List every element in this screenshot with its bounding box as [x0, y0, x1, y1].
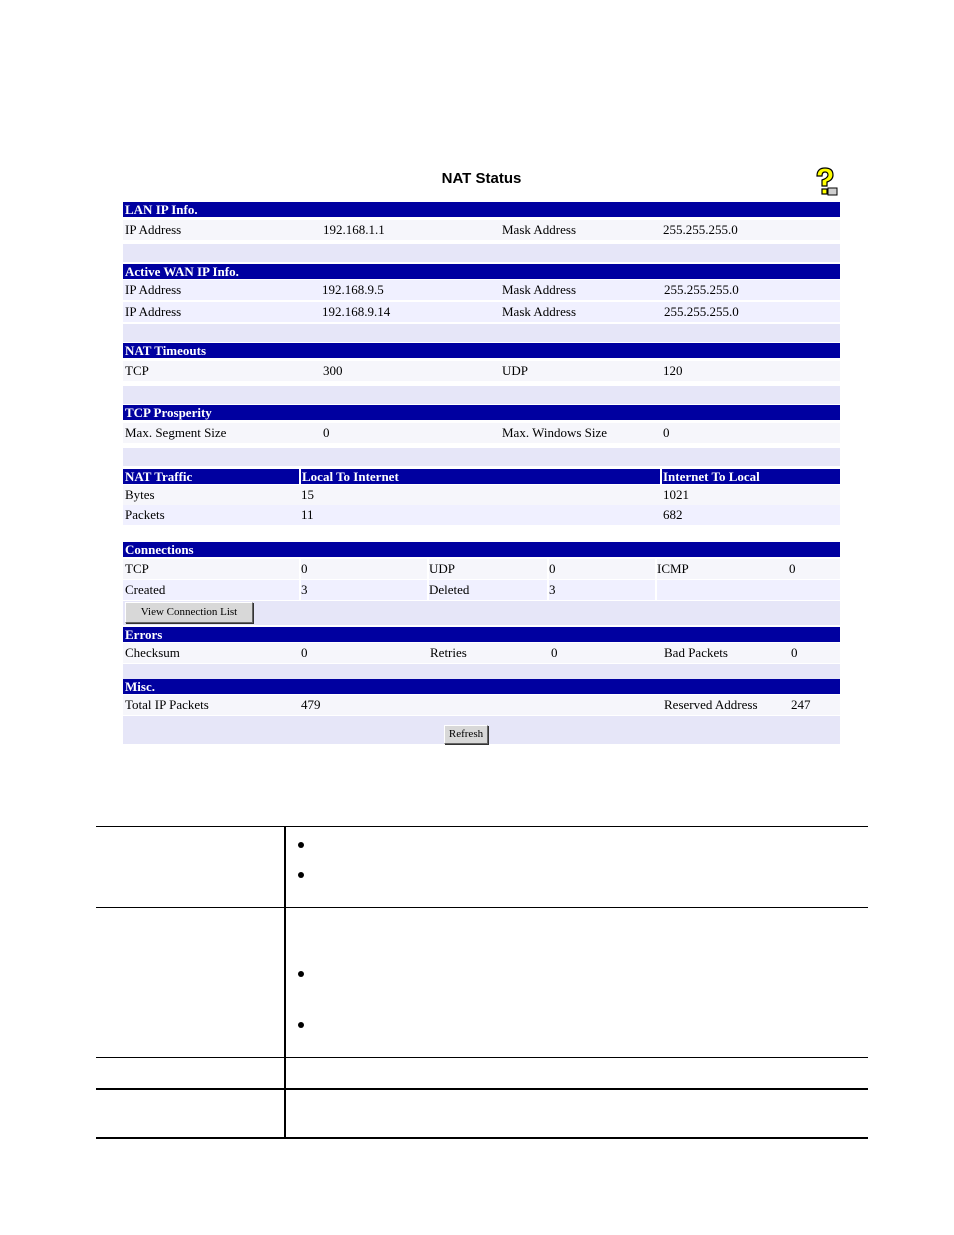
mss-value: 0 [323, 425, 330, 440]
misc-header-label: Misc. [125, 679, 155, 694]
wan-row [123, 302, 840, 322]
spacer [123, 448, 840, 466]
divider [547, 559, 549, 600]
connections-header-label: Connections [125, 542, 194, 557]
timeouts-header [123, 343, 840, 358]
wan-ip-value: 192.168.9.14 [322, 304, 391, 319]
tcp-prop-row [123, 423, 840, 443]
conn-deleted-value: 3 [549, 582, 556, 597]
bad-packets-label: Bad Packets [664, 645, 728, 660]
conn-icmp-label: ICMP [657, 561, 689, 576]
wan-header-label: Active WAN IP Info. [125, 264, 239, 279]
tcp-prop-header-label: TCP Prosperity [125, 405, 212, 420]
timeouts-row [123, 361, 840, 381]
errors-row [123, 643, 840, 663]
bullet [298, 1022, 304, 1028]
conn-created-label: Created [125, 582, 166, 597]
traffic-label: Packets [125, 507, 165, 522]
conn-udp-value: 0 [549, 561, 556, 576]
bullet [298, 971, 304, 977]
connections-row [123, 580, 840, 600]
wan-header [123, 264, 840, 279]
divider [655, 559, 657, 600]
total-packets-value: 479 [301, 697, 321, 712]
conn-created-value: 3 [301, 582, 308, 597]
wan-ip-label: IP Address [125, 304, 182, 319]
spacer [123, 244, 840, 262]
mws-value: 0 [663, 425, 670, 440]
spacer [123, 386, 840, 404]
lan-header-label: LAN IP Info. [125, 202, 198, 217]
table-rule [96, 1088, 868, 1090]
errors-header-label: Errors [125, 627, 163, 642]
traffic-row [123, 485, 840, 505]
wan-ip-label: IP Address [125, 282, 182, 297]
checksum-value: 0 [301, 645, 308, 660]
traffic-internet: 1021 [663, 487, 689, 502]
wan-mask-value: 255.255.255.0 [664, 282, 739, 297]
table-rule [96, 907, 868, 908]
table-rule [96, 1057, 868, 1058]
connections-header [123, 542, 840, 557]
misc-row [123, 695, 840, 715]
conn-deleted-label: Deleted [429, 582, 470, 597]
lan-ip-label: IP Address [125, 222, 182, 237]
spacer [123, 324, 840, 342]
lan-mask-value: 255.255.255.0 [663, 222, 738, 237]
page-title: NAT Status [441, 170, 522, 187]
bullet [298, 872, 304, 878]
divider [299, 559, 301, 600]
traffic-label: Bytes [125, 487, 155, 502]
retries-value: 0 [551, 645, 558, 660]
conn-udp-label: UDP [429, 561, 456, 576]
tcp-prop-header [123, 405, 840, 420]
traffic-col-local: Local To Internet [302, 469, 399, 484]
traffic-header-label: NAT Traffic [125, 469, 193, 484]
lan-ip-value: 192.168.1.1 [323, 222, 385, 237]
bullet [298, 842, 304, 848]
wan-ip-value: 192.168.9.5 [322, 282, 384, 297]
table-rule [96, 826, 868, 827]
mws-label: Max. Windows Size [502, 425, 608, 440]
traffic-header [123, 469, 840, 484]
timeout-tcp-label: TCP [125, 363, 149, 378]
table-column-divider [284, 826, 286, 1139]
traffic-internet: 682 [663, 507, 683, 522]
description-table [96, 826, 868, 1139]
checksum-label: Checksum [125, 645, 180, 660]
wan-row [123, 280, 840, 300]
table-rule [96, 1137, 868, 1139]
reserved-address-label: Reserved Address [664, 697, 758, 712]
conn-tcp-value: 0 [301, 561, 308, 576]
mss-label: Max. Segment Size [125, 425, 227, 440]
lan-header [123, 202, 840, 217]
divider [427, 559, 429, 600]
wan-mask-value: 255.255.255.0 [664, 304, 739, 319]
refresh-button[interactable]: Refresh [444, 725, 488, 744]
conn-tcp-label: TCP [125, 561, 149, 576]
misc-header [123, 679, 840, 694]
divider [660, 469, 662, 484]
lan-row [123, 220, 840, 240]
traffic-row [123, 505, 840, 525]
bad-packets-value: 0 [791, 645, 798, 660]
traffic-local: 15 [301, 487, 314, 502]
divider [299, 469, 301, 484]
timeout-udp-label: UDP [502, 363, 529, 378]
traffic-col-internet: Internet To Local [663, 469, 760, 484]
view-connection-list-button[interactable]: View Connection List [125, 602, 253, 623]
timeouts-header-label: NAT Timeouts [125, 343, 207, 358]
nat-status-panel [123, 160, 840, 745]
timeout-tcp-value: 300 [323, 363, 343, 378]
total-packets-label: Total IP Packets [125, 697, 209, 712]
traffic-local: 11 [301, 507, 314, 522]
lan-mask-label: Mask Address [502, 222, 577, 237]
conn-icmp-value: 0 [789, 561, 796, 576]
timeout-udp-value: 120 [663, 363, 683, 378]
errors-header [123, 627, 840, 642]
wan-mask-label: Mask Address [502, 282, 577, 297]
wan-mask-label: Mask Address [502, 304, 577, 319]
reserved-address-value: 247 [791, 697, 811, 712]
help-icon[interactable] [809, 166, 839, 198]
retries-label: Retries [430, 645, 467, 660]
connections-row [123, 559, 840, 579]
